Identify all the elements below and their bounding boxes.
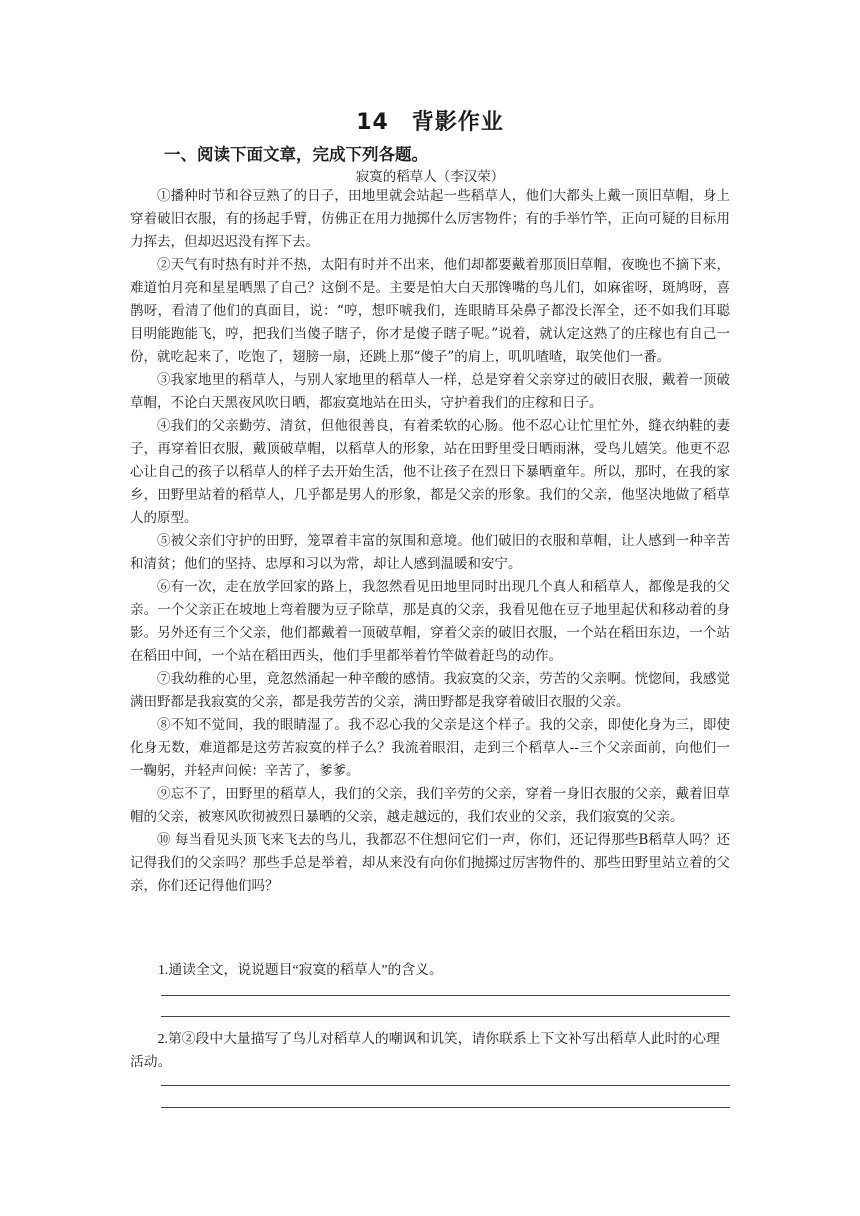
paragraph-9: ⑨忘不了，田野里的稻草人，我们的父亲，我们辛劳的父亲，穿着一身旧衣服的父亲，戴着旧草帽的父亲，被寒风吹彻被烈日暴晒的父亲，越走越远的，我们农业的父亲，我们寂寞的父亲。 [130,786,730,825]
paragraph-6: ⑥有一次，走在放学回家的路上，我忽然看见田地里同时出现几个真人和稻草人，都像是我的父亲。一个父亲正在坡地上弯着腰为豆子除草，那是真的父亲，我看见他在豆子地里起伏和移动着的身影。另外还有三个父亲，他们都戴着一顶破草帽，穿着父亲的破旧衣服，一个站在稻田东边，一个站在稻田中间，一个站在稻田西头，他们手里都举着竹竿做着赶鸟的动作。 [130,579,730,664]
paragraph-3: ③我家地里的稻草人，与别人家地里的稻草人一样，总是穿着父亲穿过的破旧衣服，戴着一顶破草帽，不论白天黑夜风吹日晒，都寂寞地站在田头，守护着我们的庄稼和日子。 [130,372,730,411]
answer-line[interactable] [161,1107,730,1108]
answer-line[interactable] [161,1016,730,1017]
paragraph-8: ⑧不知不觉间，我的眼睛湿了。我不忍心我的父亲是这个样子。我的父亲，即使化身为三，即使化身无数，难道都是这劳苦寂寞的样子么？我流着眼泪，走到三个稻草人--三个父亲面前，向他们一一鞠躬，并轻声问候：辛苦了，爹爹。 [130,717,730,779]
paragraph-2: ②天气有时热有时并不热，太阳有时并不出来，他们却都要戴着那顶旧草帽，夜晚也不摘下来，难道怕月亮和星星晒黑了自己？这倒不是。主要是怕大白天那馋嘴的鸟儿们，如麻雀呀，斑鸠呀，喜鹊呀，看清了他们的真面目，说：“哼，想吓唬我们，连眼睛耳朵鼻子都没长浑全，还不如我们耳聪目明能跑能飞，哼，把我们当傻子瞎子，你才是傻子瞎子呢。”说着，就认定这熟了的庄稼也有自己一份，就吃起来了，吃饱了，翅膀一扇，还跳上那“傻子”的肩上，叽叽喳喳，取笑他们一番。 [130,257,730,365]
article-title: 寂寞的稻草人（李汉荣） [355,169,505,185]
article-body [130,185,730,898]
question-2: 2.第②段中大量描写了鸟儿对稻草人的嘲讽和讥笑，请你联系上下文补写出稻草人此时的心理活动。 [130,1031,720,1069]
paragraph-7: ⑦我幼稚的心里，竟忽然涌起一种辛酸的感情。我寂寞的父亲，劳苦的父亲啊。恍惚间，我感觉满田野都是我寂寞的父亲，都是我劳苦的父亲，满田野都是我穿着破旧衣服的父亲。 [130,671,730,710]
page-title: 14 背影作业 [356,110,504,135]
answer-line[interactable] [161,995,730,996]
section-heading: 一、阅读下面文章，完成下列各题。 [164,145,428,164]
answer-line[interactable] [161,1085,730,1086]
paragraph-5: ⑤被父亲们守护的田野，笼罩着丰富的氛围和意境。他们破旧的衣服和草帽，让人感到一种辛苦和清贫；他们的坚持、忠厚和习以为常，却让人感到温暖和安宁。 [130,533,730,572]
paragraph-4: ④我们的父亲勤劳、清贫，但他很善良，有着柔软的心肠。他不忍心让忙里忙外，缝衣纳鞋的妻子，再穿着旧衣服，戴顶破草帽，以稻草人的形象，站在田野里受日晒雨淋，受鸟儿嬉笑。他更不忍心让自己的孩子以稻草人的样子去开始生活，他不让孩子在烈日下暴晒童年。所以，那时，在我的家乡，田野里站着的稻草人，几乎都是男人的形象，都是父亲的形象。我们的父亲，他坚决地做了稻草人的原型。 [130,418,730,526]
paragraph-1: ①播种时节和谷豆熟了的日子，田地里就会站起一些稻草人，他们大都头上戴一顶旧草帽，身上穿着破旧衣服，有的扬起手臂，仿佛正在用力抛掷什么厉害物件；有的手举竹竿，正向可疑的目标用力挥去，但却迟迟没有挥下去。 [130,188,730,250]
question-1: 1.通读全文，说说题目“寂寞的稻草人”的含义。 [158,962,443,977]
paragraph-10: ⑩ 每当看见头顶飞来飞去的鸟儿，我都忍不住想问它们一声，你们，还记得那些B稻草人吗？还记得我们的父亲吗？那些手总是举着，却从来没有向你们抛掷过厉害物件的、那些田野里站立着的父亲，你们还记得他们吗？ [130,832,730,894]
